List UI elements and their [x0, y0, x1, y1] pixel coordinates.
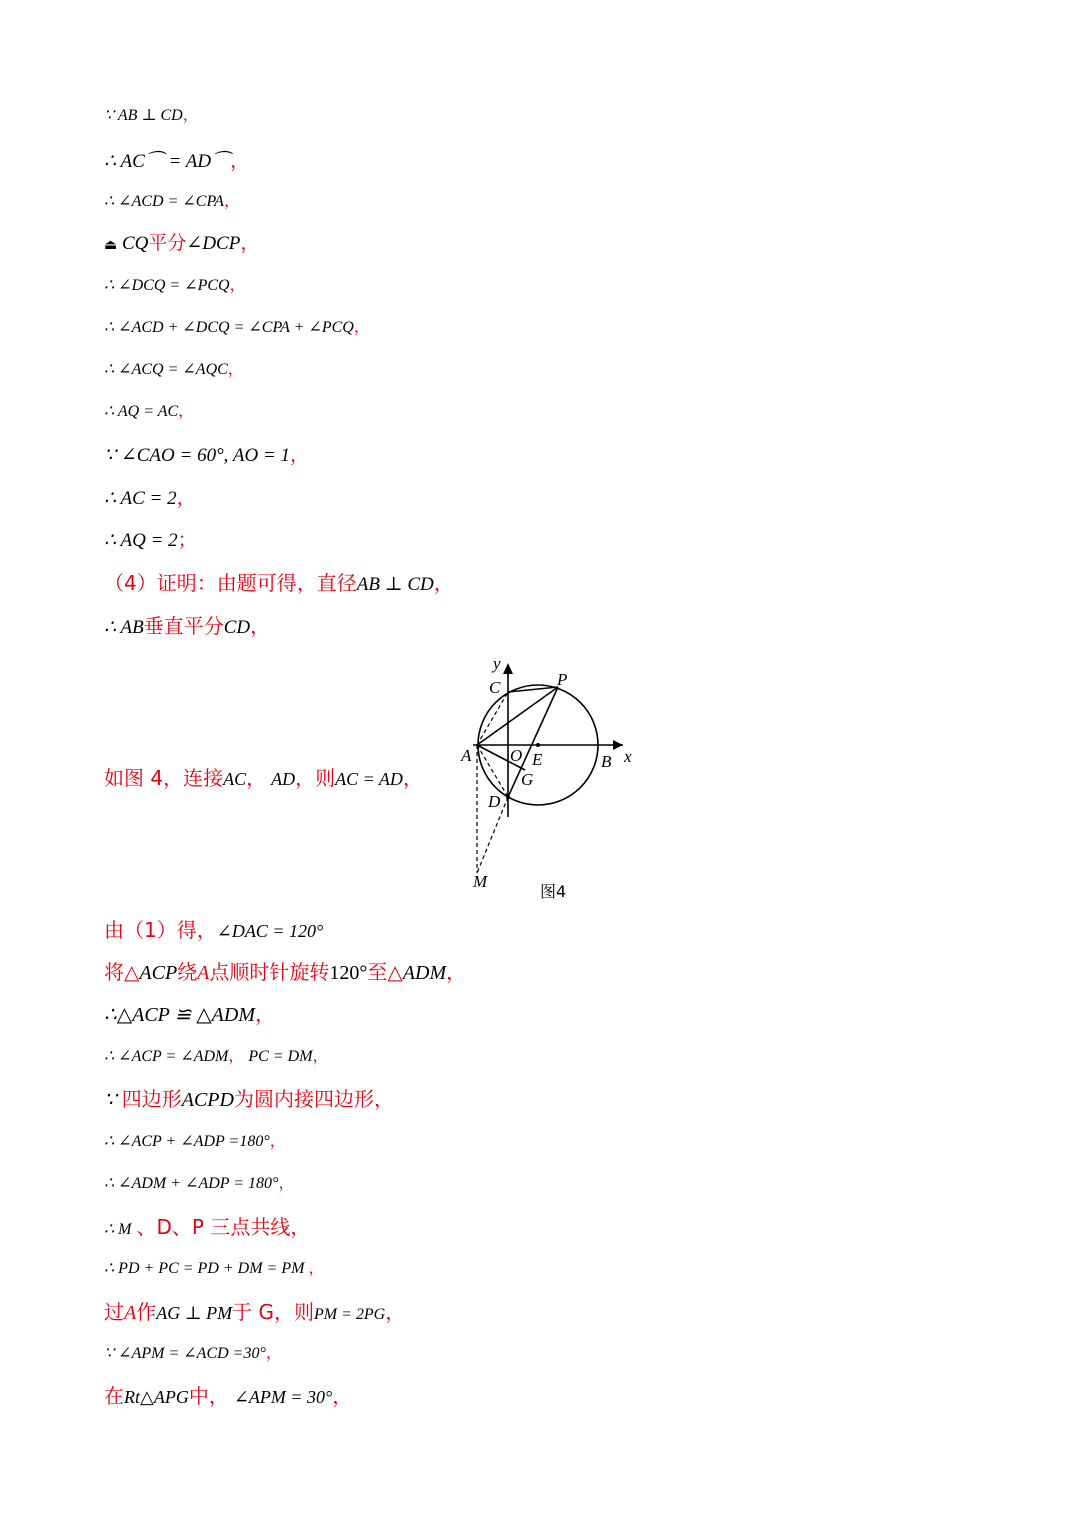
math: ∴△ACP ≌ △ADM: [104, 1004, 255, 1026]
line-15: [104, 920, 323, 941]
line-10: [104, 489, 196, 508]
math: ∴ ∠ACP = ∠ADM: [104, 1048, 229, 1065]
line-5: [104, 278, 246, 294]
math: ∵ ∠APM = ∠ACD =30°: [104, 1345, 266, 1362]
math: ∴ ∠ADM + ∠ADP = 180°: [104, 1175, 279, 1192]
math: ∴ PD + PC = PD + DM = PM: [104, 1260, 305, 1277]
line-16: [104, 962, 466, 983]
label-P: P: [557, 670, 568, 689]
line-1: [104, 108, 199, 124]
figure-caption: 图4: [540, 882, 567, 900]
text-2: 为圆内接四边形，: [233, 1087, 394, 1111]
point-E: [536, 743, 540, 747]
math: ∵: [104, 1089, 117, 1111]
math: ∴ ∠ACQ = ∠AQC: [104, 361, 228, 378]
punct: ，: [265, 1345, 282, 1362]
punct: ，: [332, 1386, 353, 1408]
math: AC: [223, 769, 247, 789]
math-4: ADM: [402, 962, 447, 984]
math: ∠DAC = 120°: [216, 921, 324, 941]
punct-2: ，: [312, 1048, 329, 1065]
line-2: [104, 152, 249, 171]
line-25: [104, 1346, 282, 1362]
text-2: 绕: [177, 960, 198, 984]
line-12: [104, 573, 454, 594]
punct: ，: [230, 151, 250, 172]
punct: ，: [240, 233, 260, 254]
line-3: [104, 194, 240, 210]
math: ∴ ∠ACD + ∠DCQ = ∠CPA + ∠PCQ: [104, 319, 354, 336]
punct: ，: [353, 319, 370, 336]
label-O: O: [510, 746, 523, 765]
line-8: [104, 404, 194, 420]
line-26: [104, 1386, 352, 1407]
math-2: AD: [271, 769, 296, 789]
math: ∴ AC⌒ = AD⌒: [104, 151, 231, 172]
math: Rt△APG: [124, 1387, 189, 1407]
math-2: ACPD: [181, 1089, 234, 1111]
math-2: CD: [223, 617, 251, 638]
line-17: [104, 1005, 275, 1025]
punct: ，: [176, 488, 196, 509]
punct: ，: [289, 445, 309, 466]
line-23: [104, 1261, 324, 1277]
line-13: [104, 616, 270, 637]
math-2: PC = DM: [248, 1048, 313, 1065]
punct: ，: [308, 1260, 325, 1277]
text: 垂直平分: [143, 614, 224, 638]
math: ∴ ∠DCQ = ∠PCQ: [104, 277, 230, 294]
line-9: [104, 446, 309, 465]
text-2: ，: [246, 766, 267, 790]
math: ∵ AB ⊥ CD: [104, 107, 183, 124]
label-G: G: [521, 770, 534, 789]
math: AB ⊥ CD: [356, 574, 434, 595]
label-x: x: [624, 747, 632, 766]
math: ACP: [139, 962, 178, 984]
text-2: 中，: [188, 1384, 229, 1408]
punct: ，: [402, 768, 423, 790]
label-B: B: [601, 752, 612, 771]
math: ∴ AQ = AC: [104, 403, 179, 420]
punct: ，: [223, 193, 240, 210]
punct: ，: [433, 573, 454, 595]
punct: ，: [182, 107, 199, 124]
line-18: [104, 1049, 329, 1065]
label-A: A: [461, 746, 472, 765]
line-14: [104, 768, 423, 789]
line-11: [104, 531, 197, 550]
y-arrow: [503, 663, 513, 674]
math: ∵ ∠CAO = 60°, AO = 1: [104, 445, 290, 466]
label-D: D: [488, 792, 501, 811]
math-3: 120°: [329, 962, 368, 984]
math-2: AG ⊥ PM: [156, 1303, 233, 1323]
punct: ，: [229, 277, 246, 294]
text-2: 作: [136, 1300, 157, 1324]
text-3: 点顺时针旋转: [209, 960, 330, 984]
text: 过: [104, 1300, 124, 1324]
dashed-AC: [477, 692, 508, 745]
text: 平分: [148, 232, 187, 254]
punct: ，: [269, 1133, 286, 1150]
text: 、D、P 三点共线，: [136, 1215, 311, 1239]
label-M: M: [473, 872, 488, 891]
line-22: [104, 1217, 310, 1238]
bookmark-icon: ⏏: [104, 238, 118, 253]
math-3: AC = AD: [335, 769, 403, 789]
math-2: A: [197, 962, 210, 984]
punct: ，: [227, 361, 244, 378]
math: A: [124, 1302, 137, 1324]
line-4: [104, 234, 259, 253]
line-24: [104, 1302, 405, 1323]
label-y: y: [493, 655, 501, 673]
math: ∴ AB: [104, 617, 144, 638]
text: 将△: [104, 960, 140, 984]
text: 如图 4，连接: [104, 766, 224, 790]
line-20: [104, 1134, 286, 1150]
math: ∴ ∠ACD = ∠CPA: [104, 193, 224, 210]
math: ∴ AC = 2: [104, 488, 177, 509]
line-19: [104, 1089, 394, 1110]
text-3: 于 G，则: [232, 1300, 314, 1324]
text: 由（1）得，: [104, 918, 217, 942]
line-21: [104, 1176, 294, 1192]
label-C: C: [489, 678, 501, 697]
punct: ；: [177, 530, 197, 551]
math: ∴ ∠ACP + ∠ADP =180°: [104, 1133, 270, 1150]
punct: ，: [228, 1048, 245, 1065]
line-6: [104, 320, 370, 336]
figure-4: [455, 655, 635, 900]
text: （4）证明：由题可得，直径: [104, 571, 357, 595]
punct: ，: [278, 1175, 295, 1192]
text: 在: [104, 1384, 124, 1408]
text-4: 至△: [367, 960, 403, 984]
x-arrow: [613, 740, 623, 750]
point-D: [506, 795, 510, 799]
math-2: ∠APM = 30°: [233, 1387, 333, 1407]
text: 四边形: [121, 1087, 182, 1111]
punct: ，: [385, 1302, 406, 1324]
math-3: PM = 2PG: [314, 1306, 386, 1323]
punct: ，: [250, 616, 271, 638]
line-7: [104, 362, 244, 378]
math: ∴ M: [104, 1221, 132, 1238]
punct: ，: [178, 403, 195, 420]
label-E: E: [532, 750, 543, 769]
math: CQ: [121, 233, 149, 254]
math-2: ∠DCP: [186, 233, 241, 254]
text-3: ，则: [295, 766, 336, 790]
math: ∴ AQ = 2: [104, 530, 178, 551]
punct: ，: [254, 1004, 275, 1026]
punct: ，: [446, 962, 467, 984]
